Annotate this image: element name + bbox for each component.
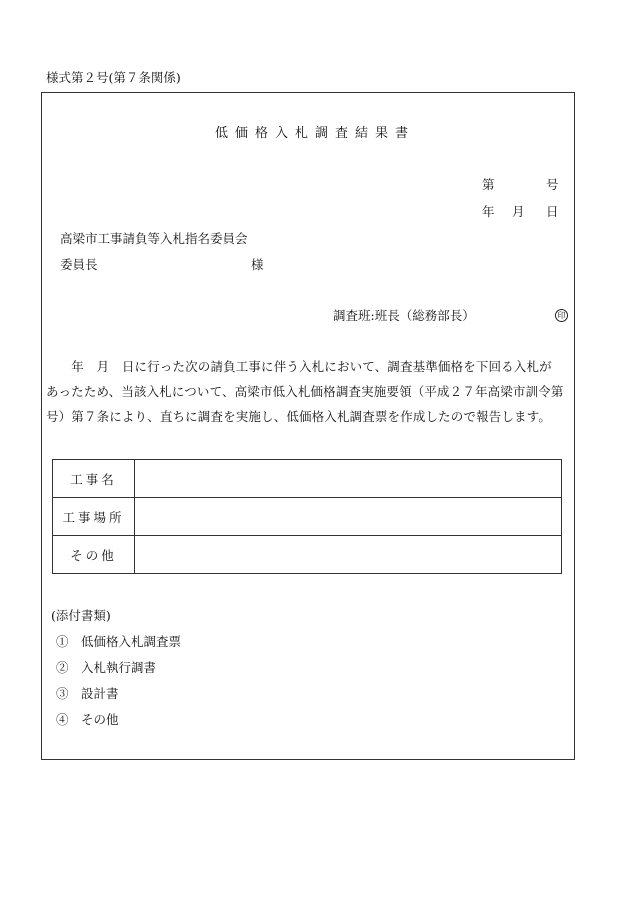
other-field[interactable] [135,536,562,574]
attachments-heading: (添付書類) [51,608,111,623]
addressee-organization: 高梁市工事請負等入札指名委員会 [60,231,248,246]
date-day-label: 日 [546,204,559,219]
date-month-label: 月 [512,204,525,219]
body-text-line: あったため、当該入札について、高梁市低入札価格調査実施要領（平成２７年高梁市訓令第 [46,384,564,399]
reporter-line: 調査班:班長（総務部長） [333,308,475,323]
form-number-label: 様式第２号(第７条関係) [46,70,181,85]
addressee-honorific: 様 [251,257,264,272]
list-item: ③ 設計書 [56,686,119,701]
document-number-suffix: 号 [546,177,559,192]
construction-name-field[interactable] [135,460,562,498]
seal-icon: 印 [555,309,568,322]
document-number-label: 第 [482,177,495,192]
body-text-line: 年 月 日に行った次の請負工事に伴う入札において、調査基準価格を下回る入札が [46,359,552,374]
table-row [53,498,562,536]
addressee-chair: 委員長 [60,257,98,272]
body-text-line: 号）第７条により、直ちに調査を実施し、低価格入札調査票を作成したので報告します。 [46,409,552,424]
list-item: ④ その他 [56,712,119,727]
list-item: ① 低価格入札調査票 [56,634,182,649]
document-title: 低価格入札調査結果書 [214,126,415,141]
row-label-construction-site: 工事場所 [53,498,135,536]
construction-info-table [52,459,562,574]
list-item: ② 入札執行調書 [56,660,157,675]
table-row [53,460,562,498]
row-label-construction-name: 工事名 [53,460,135,498]
table-row [53,536,562,574]
construction-site-field[interactable] [135,498,562,536]
date-year-label: 年 [482,204,495,219]
row-label-other: その他 [53,536,135,574]
